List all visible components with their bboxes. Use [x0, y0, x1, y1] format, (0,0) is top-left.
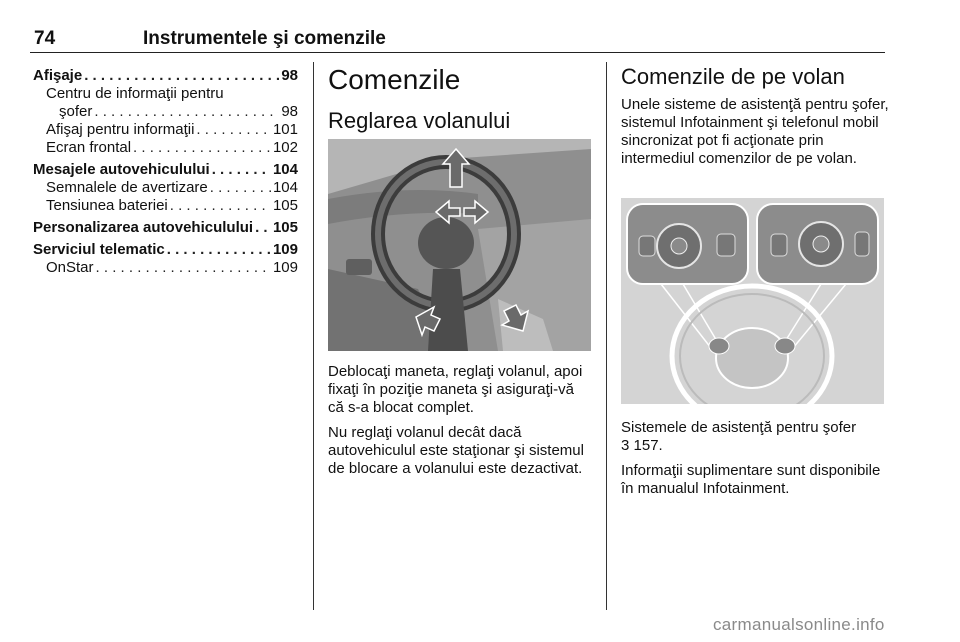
toc-page-number: 102: [272, 139, 298, 156]
toc-page-number: 109: [272, 241, 298, 258]
paragraph: Unele sisteme de asistenţă pentru şofer, sistemul Infotainment şi telefonul mobil sincronizat pot fi acţionate prin intermediul comenzilor de pe volan.: [621, 96, 889, 167]
toc-page-number: 104: [272, 179, 298, 196]
paragraph: Nu reglaţi volanul decât dacă autovehiculul este staţionar şi sistemul de blocare a volanului este dezactivat.: [328, 424, 584, 477]
toc-section[interactable]: [33, 67, 298, 85]
toc-label: OnStar: [46, 259, 94, 276]
toc-entry[interactable]: [33, 121, 298, 139]
page-number: 74: [34, 28, 56, 49]
toc-leader-dots: [94, 103, 279, 121]
toc-entry[interactable]: [33, 259, 298, 277]
toc-page-number: 105: [272, 219, 298, 236]
toc-section[interactable]: [33, 241, 298, 259]
toc-section[interactable]: [33, 161, 298, 179]
toc-page-number: 98: [281, 67, 298, 84]
toc-label: Serviciul telematic: [33, 241, 165, 258]
toc-label: Centru de informaţii pentru: [46, 85, 224, 102]
toc-leader-dots: [210, 179, 271, 197]
paragraph: [621, 419, 891, 455]
steering-wheel-controls-illustration: [621, 198, 884, 404]
toc-label: Afişaje: [33, 67, 83, 84]
steering-adjustment-text: [328, 363, 593, 485]
toc-entry[interactable]: [33, 139, 298, 157]
toc-label: Personalizarea autovehiculului: [33, 219, 254, 236]
middle-column: [328, 64, 593, 477]
toc-entry[interactable]: [33, 103, 298, 121]
toc-leader-dots: [84, 67, 279, 85]
toc-label: Mesajele autovehiculului: [33, 161, 210, 178]
column-divider-left: [313, 62, 314, 610]
toc-label: şofer: [59, 103, 93, 120]
steering-adjustment-illustration: [328, 139, 591, 351]
table-of-contents: [33, 67, 298, 277]
toc-entry[interactable]: [33, 179, 298, 197]
section-heading: Comenzile: [328, 64, 461, 95]
paragraph: Deblocaţi maneta, reglaţi volanul, apoi fixaţi în poziţie maneta şi asiguraţi-vă că s-a blocat complet.: [328, 363, 583, 416]
paragraph: Informaţii suplimentare sunt disponibile în manualul Infotainment.: [621, 462, 881, 497]
toc-leader-dots: [133, 139, 271, 157]
toc-leader-dots: [96, 259, 271, 277]
watermark-text: carmanualsonline.info: [713, 615, 885, 634]
toc-page-number: 98: [281, 103, 298, 120]
toc-page-number: 109: [272, 259, 298, 276]
toc-entry[interactable]: [33, 197, 298, 215]
toc-leader-dots: [255, 219, 271, 237]
toc-page-number: 101: [272, 121, 298, 138]
toc-label: Tensiunea bateriei: [46, 197, 168, 214]
cross-reference-page[interactable]: 3 157.: [621, 437, 663, 454]
column-divider-right: [606, 62, 607, 610]
toc-entry[interactable]: [33, 85, 298, 103]
toc-label: Afişaj pentru informaţii: [46, 121, 195, 138]
right-column: [621, 64, 891, 497]
steering-controls-text: [621, 419, 891, 505]
cross-reference-label: Sistemele de asistenţă pentru şofer: [621, 419, 857, 436]
page-header: [30, 28, 885, 53]
toc-leader-dots: [212, 161, 271, 179]
subsection-heading: Reglarea volanului: [328, 108, 511, 133]
steering-controls-heading: Comenzile de pe volan: [621, 64, 845, 89]
toc-leader-dots: [167, 241, 271, 259]
toc-page-number: 104: [272, 161, 298, 178]
toc-section[interactable]: [33, 219, 298, 237]
toc-label: Semnalele de avertizare: [46, 179, 208, 196]
toc-leader-dots: [196, 121, 271, 139]
page-title: Instrumentele şi comenzile: [143, 28, 386, 49]
toc-label: Ecran frontal: [46, 139, 132, 156]
toc-leader-dots: [170, 197, 271, 215]
toc-page-number: 105: [272, 197, 298, 214]
